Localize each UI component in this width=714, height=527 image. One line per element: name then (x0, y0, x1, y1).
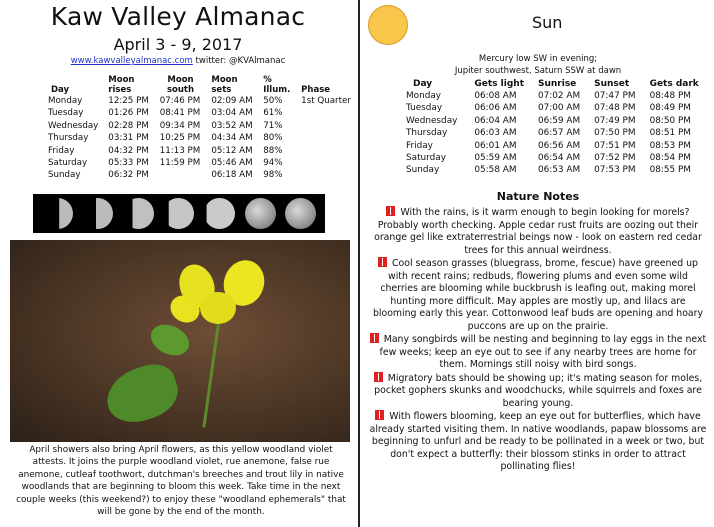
moon-table-cell: 11:59 PM (159, 158, 201, 169)
moon-table-row (46, 95, 356, 107)
sun-table-header (406, 78, 706, 90)
sun-table-cell: 08:55 PM (649, 165, 691, 176)
sun-table-cell: 06:57 AM (538, 128, 581, 139)
moon-phase-icon (204, 198, 235, 229)
sun-table-cell: 06:01 AM (474, 140, 517, 151)
sun-table-cell: 08:50 PM (649, 115, 691, 126)
moon-table-header (46, 75, 356, 95)
sun-table-cell: 08:48 PM (649, 91, 691, 101)
moon-table-cell (296, 120, 356, 132)
nature-notes (368, 206, 708, 474)
moon-table-cell: 08:41 PM (159, 108, 201, 119)
moon-table-cell: 1st Quarter (301, 96, 351, 106)
sun-table-row (406, 152, 706, 164)
sun-col-gets-light: Gets light (474, 79, 524, 89)
moon-table-cell: 02:28 PM (108, 120, 149, 131)
bullet-icon (378, 257, 387, 267)
stem-shape (202, 318, 220, 427)
sun-table-cell: Friday (406, 140, 433, 151)
moon-table-row (46, 145, 356, 157)
sun-table-cell: 08:53 PM (649, 140, 691, 151)
moon-table-cell: 50% (263, 96, 283, 106)
sun-table-cell: 07:52 PM (594, 153, 636, 164)
moon-phase-icon (42, 198, 73, 229)
sun-table-cell: 08:49 PM (649, 103, 691, 114)
links-line (0, 56, 356, 66)
almanac-right-panel (362, 0, 714, 527)
sun-table-row (406, 127, 706, 139)
sun-table-cell: Thursday (406, 128, 448, 139)
sun-table-cell: Sunday (406, 165, 440, 176)
moon-table-cell: 05:33 PM (108, 158, 149, 169)
sun-table-row (406, 164, 706, 176)
moon-table-cell: Tuesday (48, 108, 84, 119)
sun-table-row (406, 102, 706, 114)
nature-note (368, 206, 708, 257)
nature-note (368, 372, 708, 411)
moon-table-cell: 88% (263, 145, 283, 156)
nature-note-text: Cool season grasses (bluegrass, brome, fescue) have greened up with recent rains; redbuds, flowering plums and even some wild cherries are blooming while buckbrush is leafing out, making morel hunting more difficult. May apples are mostly up, and lilacs are blooming early this year. Cottonwood leaf buds are opening and hoary puccons are up on the prairie. (372, 258, 704, 332)
moon-table-row (46, 120, 356, 132)
sun-table (406, 78, 706, 177)
moon-table-cell (296, 157, 356, 169)
nature-note (368, 410, 708, 474)
moon-col-rises: Moon rises (108, 75, 135, 95)
moon-table-row (46, 107, 356, 119)
moon-table-cell: 12:25 PM (108, 96, 149, 106)
moon-col-day: Day (51, 85, 70, 95)
sun-table-cell: 06:59 AM (538, 115, 581, 126)
sun-table-cell: Monday (406, 91, 442, 101)
moon-table-row (46, 157, 356, 169)
moon-phase-icon (245, 198, 276, 229)
almanac-left-panel (0, 0, 356, 527)
moon-table-cell: 06:18 AM (211, 170, 253, 181)
moon-table (46, 75, 356, 182)
moon-table-cell: Sunday (48, 170, 81, 181)
moon-table-cell: Friday (48, 145, 75, 156)
moon-phase-icon (123, 198, 154, 229)
sun-table-row (406, 90, 706, 102)
nature-note-text: With flowers blooming, keep an eye out for butterflies, which have already started visiting them. In native woodlands, papaw blossoms are beginning to unfurl and be ready to be pollinated in a week or two, but don't expect a butterfly: their blossom stinks in order to attract pollinating flies! (369, 411, 707, 472)
nature-note-text: Migratory bats should be showing up; it's mating season for moles, pocket gophers skunks and woodchucks, while squirrels and foxes are bearing young. (374, 372, 703, 409)
bullet-icon (370, 333, 379, 343)
moon-table-cell: Wednesday (48, 120, 99, 131)
moon-phase-icon (285, 198, 316, 229)
sun-table-cell: 07:53 PM (594, 165, 636, 176)
sun-table-cell: 06:03 AM (474, 128, 517, 139)
sun-table-cell: 08:51 PM (649, 128, 691, 139)
moon-phase-icon (82, 198, 113, 229)
sun-table-cell: 07:50 PM (594, 128, 636, 139)
sun-table-cell: 07:02 AM (538, 91, 581, 101)
nature-note (368, 333, 708, 372)
nature-notes-title: Nature Notes (496, 190, 580, 203)
sun-table-cell: 08:54 PM (649, 153, 691, 164)
sun-col-gets-dark: Gets dark (649, 79, 699, 89)
column-divider (358, 0, 360, 527)
moon-table-cell: Monday (48, 96, 83, 106)
moon-phase-strip (33, 194, 325, 233)
planets-note (362, 53, 714, 77)
sun-table-cell: Wednesday (406, 115, 458, 126)
moon-table-cell: 02:09 AM (211, 96, 253, 106)
moon-table-cell: 10:25 PM (159, 133, 201, 144)
nature-note-text: Many songbirds will be nesting and beginning to lay eggs in the next few weeks; keep an eye out to see if any nearby trees are home for them. Mornings still noisy with bird songs. (379, 334, 707, 370)
date-range: April 3 - 9, 2017 (113, 35, 243, 54)
planets-line-2: Jupiter southwest, Saturn SSW at dawn (454, 66, 622, 76)
moon-table-cell: 03:04 AM (211, 108, 253, 119)
sun-icon (368, 5, 408, 45)
moon-table-cell: 94% (263, 158, 283, 169)
sun-table-cell: 07:00 AM (538, 103, 581, 114)
sun-table-cell: 06:06 AM (474, 103, 517, 114)
sun-table-cell: 06:56 AM (538, 140, 581, 151)
sun-title: Sun (532, 13, 563, 32)
moon-table-cell: 80% (263, 133, 283, 144)
moon-table-cell: 07:46 PM (159, 96, 201, 106)
moon-table-row (46, 132, 356, 144)
moon-table-cell: 11:13 PM (159, 145, 201, 156)
sun-table-cell: 06:04 AM (474, 115, 517, 126)
sun-table-cell: Tuesday (406, 103, 443, 114)
moon-table-cell: 05:46 AM (211, 158, 253, 169)
moon-table-cell: Thursday (48, 133, 89, 144)
sun-table-cell: 07:48 PM (594, 103, 636, 114)
moon-col-phase: Phase (301, 85, 331, 95)
moon-table-cell: 05:12 AM (211, 145, 253, 156)
leaf-shape (100, 358, 185, 430)
sun-table-cell: 06:54 AM (538, 153, 581, 164)
leaf-shape (146, 319, 194, 361)
moon-table-cell: 04:34 AM (211, 133, 253, 144)
bullet-icon (375, 410, 384, 420)
twitter-handle: twitter: @KVAlmanac (195, 56, 286, 66)
petal-shape (200, 292, 236, 324)
sun-col-sunrise: Sunrise (538, 79, 577, 89)
moon-table-cell: 71% (263, 120, 283, 131)
sun-table-row (406, 140, 706, 152)
moon-table-cell: Saturday (48, 158, 88, 169)
moon-table-cell (155, 169, 207, 181)
moon-col-sets: Moon sets (211, 75, 238, 95)
yellow-violet-flower-photo (10, 240, 350, 442)
planets-line-1: Mercury low SW in evening; (478, 54, 598, 64)
sun-table-cell: 05:58 AM (474, 165, 517, 176)
sun-table-cell: Saturday (406, 153, 446, 164)
moon-table-cell: 98% (263, 170, 283, 181)
moon-table-cell: 04:32 PM (108, 145, 149, 156)
sun-table-cell: 05:59 AM (474, 153, 517, 164)
page-title: Kaw Valley Almanac (50, 2, 306, 31)
sun-col-sunset: Sunset (594, 79, 630, 89)
photo-caption: April showers also bring April flowers, as this yellow woodland violet attests. It joins the purple woodland violet, rue anemone, false rue anemone, cutleaf toothwort, dutchman's breeches and trout lily in native woodlands that are beginning to bloom this week. Take time in the next couple weeks (this weekend?) to enjoy these "woodland ephemerals" that will be gone by the end of the month. (16, 445, 346, 518)
moon-table-row (46, 169, 356, 181)
moon-col-illum: % Illum. (263, 75, 291, 95)
sun-table-cell: 06:08 AM (474, 91, 517, 101)
moon-table-cell (296, 145, 356, 157)
bullet-icon (386, 206, 395, 216)
moon-table-cell: 61% (263, 108, 283, 119)
moon-col-south: Moon south (166, 75, 195, 95)
moon-table-cell: 01:26 PM (108, 108, 149, 119)
moon-table-cell: 03:31 PM (108, 133, 149, 144)
moon-table-cell: 09:34 PM (159, 120, 201, 131)
sun-table-cell: 07:51 PM (594, 140, 636, 151)
sun-table-cell: 06:53 AM (538, 165, 581, 176)
nature-note (368, 257, 708, 333)
moon-table-cell (296, 132, 356, 144)
moon-phase-icon (163, 198, 194, 229)
moon-table-cell: 06:32 PM (108, 170, 149, 181)
moon-table-cell: 03:52 AM (211, 120, 253, 131)
website-link[interactable]: www.kawvalleyalmanac.com (70, 56, 193, 66)
moon-table-cell (296, 107, 356, 119)
moon-table-cell (296, 169, 356, 181)
sun-col-day: Day (413, 79, 433, 89)
nature-note-text: With the rains, is it warm enough to begin looking for morels? Probably worth checking. Apple cedar rust fruits are oozing out their orange gel like extraterrestrial beings now - look on eastern red cedar trees for this annual weirdness. (374, 207, 702, 256)
sun-table-row (406, 115, 706, 127)
sun-table-cell: 07:47 PM (594, 91, 636, 101)
sun-table-cell: 07:49 PM (594, 115, 636, 126)
bullet-icon (374, 372, 383, 382)
